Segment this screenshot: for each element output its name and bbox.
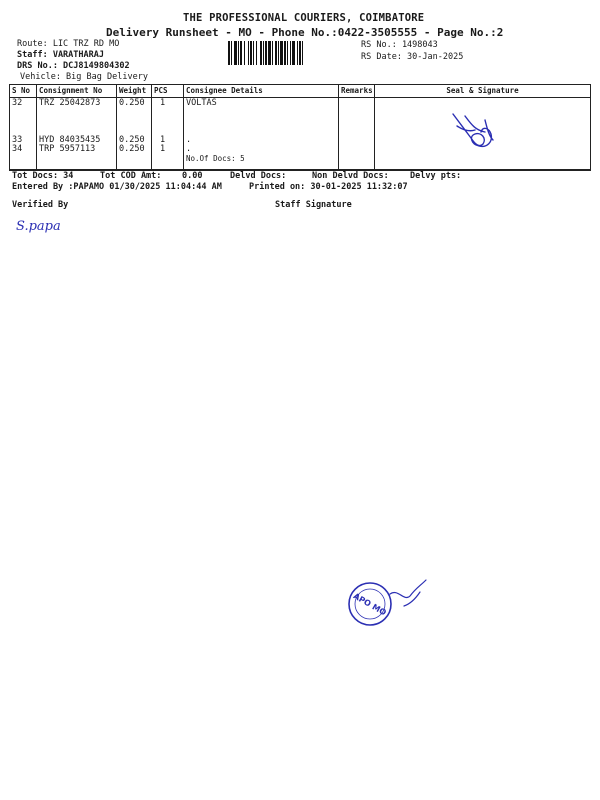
delvd-docs: Delvd Docs: [230,171,287,181]
non-delvd-docs: Non Delvd Docs: [312,171,389,181]
handwritten-signature [445,104,505,154]
vehicle-label: Vehicle: Big Bag Delivery [20,72,148,82]
tot-docs: Tot Docs: 34 [12,171,74,181]
list-item: 1 [160,98,166,108]
company-title: THE PROFESSIONAL COURIERS, COIMBATORE [183,12,425,24]
stamp-seal [344,576,434,636]
delvy-pts: Delvy pts: [410,171,462,181]
rs-number: RS No.: 1498043 [361,40,438,50]
runsheet-title: Delivery Runsheet - MO - Phone No.:0422-3505555 - Page No.:2 [106,26,504,39]
cell-pcs [152,98,184,171]
cell-consignment [37,98,117,171]
staff-signature-label: Staff Signature [275,200,352,210]
list-item: 33 [12,134,23,145]
list-item: 34 [12,143,23,154]
cell-seal-signature [375,98,591,171]
list-item: 32 [12,98,23,108]
table-row [10,98,591,171]
tot-cod-label: Tot COD Amt: [100,171,162,181]
list-item: 0.250 [119,143,145,154]
drs-number: DRS No.: DCJ8149804302 [17,61,130,71]
verified-by-label: Verified By [12,200,69,210]
printed-on: Printed on: 30-01-2025 11:32:07 [249,182,408,192]
col-header-weight: Weight [117,85,152,98]
verified-signature-text: S.papa [16,219,61,234]
col-header-consignment: Consignment No [37,85,117,98]
tot-cod-amount: 0.00 [182,171,203,181]
col-header-remarks: Remarks [339,85,375,98]
list-item: VOLTAS [186,98,217,108]
cell-sno [10,98,37,171]
col-header-consignee: Consignee Details [184,85,339,98]
cell-weight [117,98,152,171]
table-header-row [10,85,591,98]
list-item: TRZ 25042873 [39,98,101,108]
list-item: TRP 5957113 [39,143,96,154]
cell-remarks [339,98,375,171]
cell-consignee [184,98,339,171]
consignment-table [9,84,591,171]
list-item: 0.250 [119,134,145,145]
list-item: . [186,134,192,145]
barcode-image [228,41,356,65]
list-item: HYD 84035435 [39,134,101,145]
col-header-sno: S No [10,85,37,98]
staff-label: Staff: VARATHARAJ [17,50,104,60]
list-item: 1 [160,143,166,154]
docs-count: No.Of Docs: 5 [186,154,245,164]
rs-date: RS Date: 30-Jan-2025 [361,52,464,62]
entered-by: Entered By :PAPAMO 01/30/2025 11:04:44 AM [12,182,222,192]
route-label: Route: LIC TRZ RD MO [17,39,120,49]
col-header-pcs: PCS [152,85,184,98]
verified-signature [14,216,84,236]
stamp-text: APO MO [351,591,388,618]
list-item: . [186,143,192,154]
list-item: 1 [160,134,166,145]
col-header-seal: Seal & Signature [375,85,591,98]
list-item: 0.250 [119,98,145,108]
